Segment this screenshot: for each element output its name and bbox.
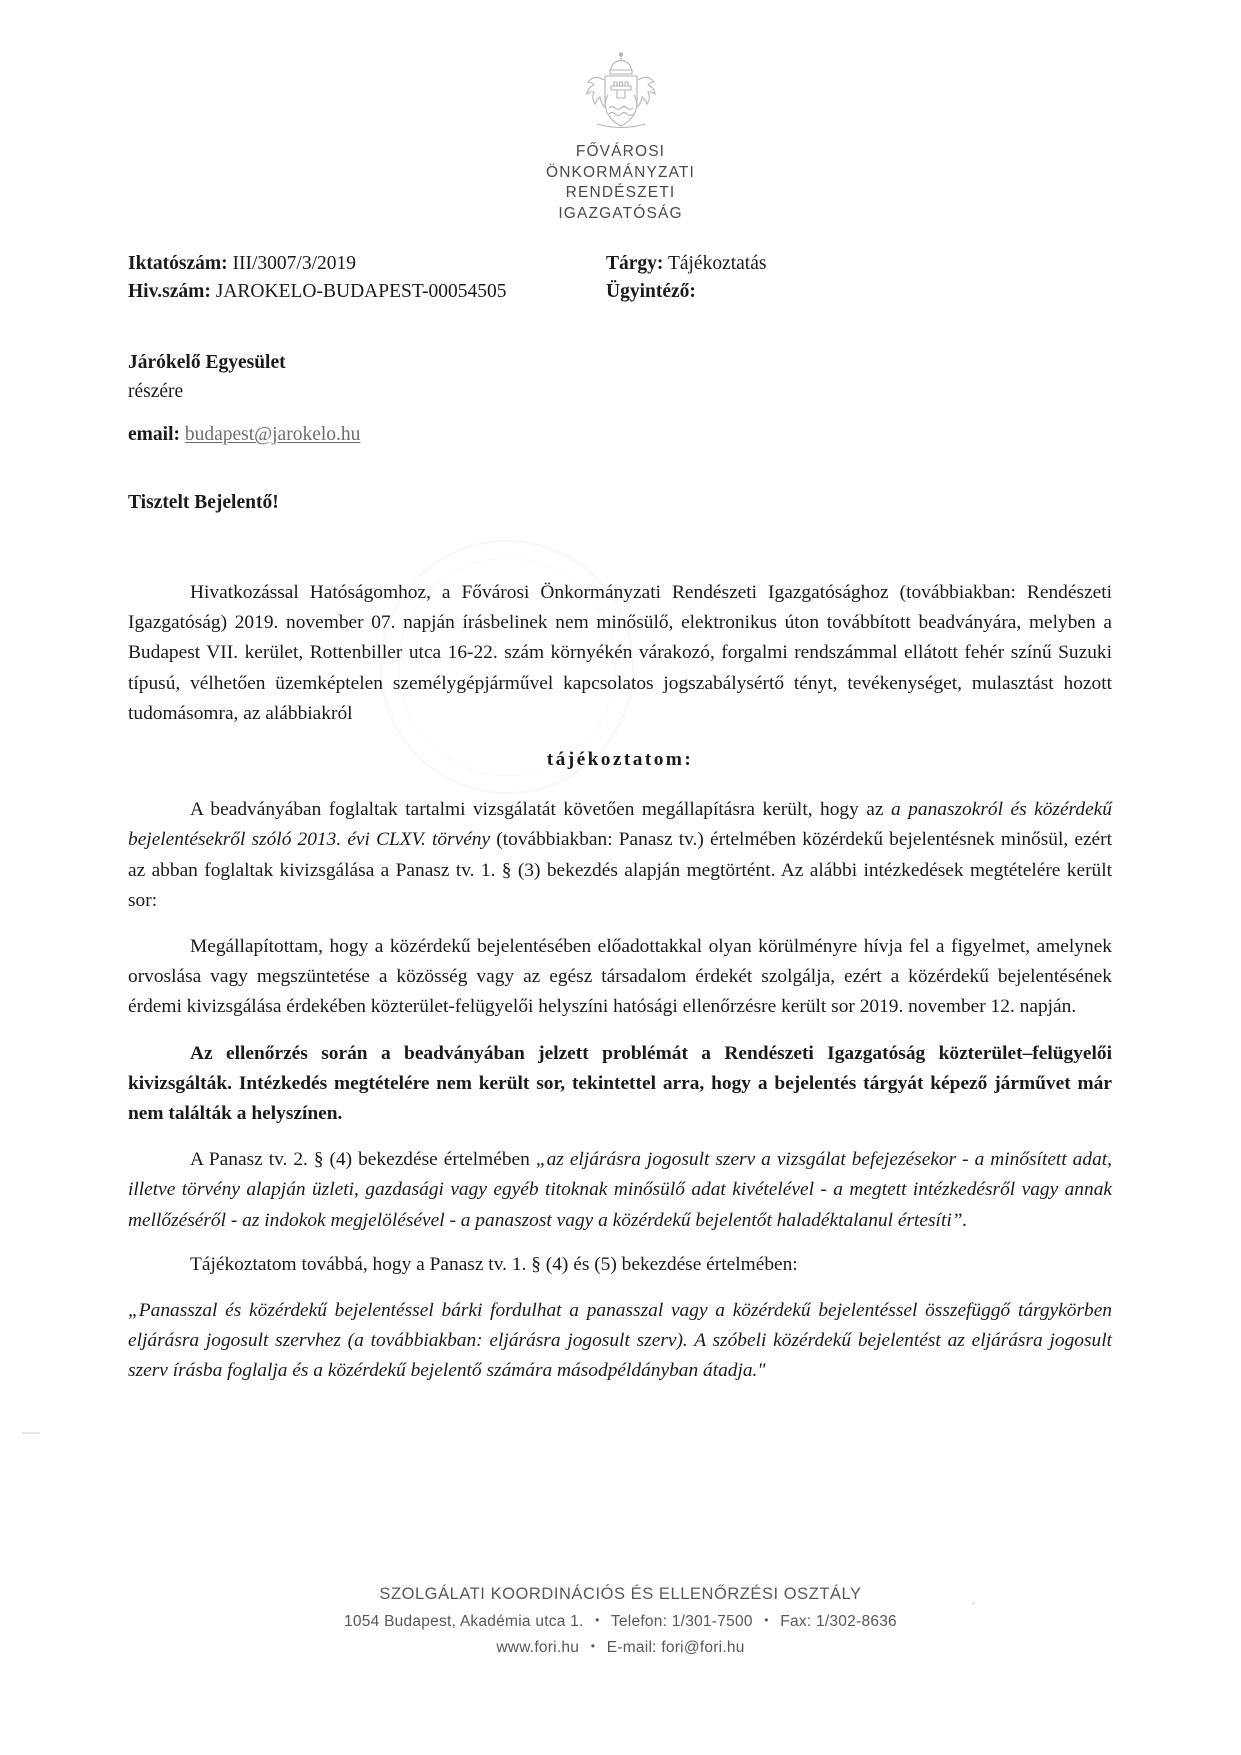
reference-row-registration — [128, 250, 1108, 278]
letter-body — [128, 578, 1112, 1403]
body-paragraph-6: Tájékoztatom továbbá, hogy a Panasz tv. 1. § (4) és (5) bekezdése értelmében: — [190, 1253, 798, 1275]
body-paragraph-5-part1: A Panasz tv. 2. § (4) bekezdése értelmében — [190, 1149, 536, 1171]
body-paragraph-2-part1: A beadványában foglaltak tartalmi vizsgálatát követően megállapításra került, hogy az — [190, 799, 891, 821]
footer-phone-value: 1/301-7500 — [671, 1613, 753, 1630]
addressee-care-of: részére — [128, 381, 184, 402]
footer-phone-label: Telefon: — [610, 1613, 668, 1630]
case-reference-value: JAROKELO-BUDAPEST-00054505 — [215, 281, 507, 302]
org-name-line-2: ÖNKORMÁNYZATI — [545, 163, 695, 181]
registration-number-value: III/3007/3/2019 — [232, 253, 357, 274]
body-paragraph-2-part2: (továbbiakban: Panasz tv.) értelmében közérdekű bejelentésnek minősül, ezért az abban foglaltak kivizsgálása a Panasz tv. 1. § (3) bekezdés alapján megtörtént. Az alábbi intézkedések megtételére került sor: — [128, 829, 1113, 911]
case-officer-label: Ügyintéző: — [606, 281, 696, 302]
addressee-organization: Járókelő Egyesület — [128, 352, 286, 373]
footer-email-label: E-mail: — [606, 1639, 657, 1656]
addressee-email-line — [128, 424, 360, 446]
footer-contact-line-1 — [0, 1608, 1241, 1634]
reference-block — [128, 250, 1108, 306]
body-paragraph-7-legal-quote: „Panasszal és közérdekű bejelentéssel bárki fordulhat a panasszal vagy a közérdekű bejelentéssel összefüggő tárgykörben eljárásra jogosult szervhez (a továbbiakban: eljárásra jogosult szerv). A szóbeli közérdekű bejelentést az eljárásra jogosult szerv írásba foglalja és a közérdekű bejelentő számára másodpéldányban átadja." — [128, 1300, 1112, 1382]
reference-row-case — [128, 278, 1108, 306]
footer-fax-label: Fax: — [780, 1613, 812, 1630]
body-heading-inform: tájékoztatom: — [546, 749, 694, 771]
body-paragraph-5 — [128, 1145, 1112, 1236]
subject-label: Tárgy: — [606, 253, 664, 274]
case-reference-label: Hiv.szám: — [128, 281, 211, 302]
footer-email-value[interactable]: fori@fori.hu — [661, 1639, 745, 1656]
registration-number-field — [128, 250, 606, 278]
salutation: Tisztelt Bejelentő! — [128, 492, 279, 513]
case-officer-field — [606, 278, 1108, 306]
footer-department: SZOLGÁLATI KOORDINÁCIÓS ÉS ELLENŐRZÉSI OSZTÁLY — [379, 1585, 862, 1603]
footer-separator-icon-2: • — [764, 1613, 769, 1627]
scan-artifact-mark — [22, 1432, 40, 1434]
body-paragraph-2-law-citation: a panaszokról és közérdekű bejelentésekről szóló 2013. évi CLXV. törvény — [128, 799, 1112, 851]
email-label: email: — [128, 424, 180, 445]
footer-separator-icon: • — [595, 1613, 600, 1627]
letterhead — [0, 52, 1241, 224]
footer-website[interactable]: www.fori.hu — [496, 1639, 580, 1656]
body-paragraph-2 — [128, 795, 1112, 916]
org-name-line-3: RENDÉSZETI — [565, 184, 676, 201]
budapest-coat-of-arms-icon — [561, 52, 681, 134]
body-paragraph-4-finding: Az ellenőrzés során a beadványában jelzett problémát a Rendészeti Igazgatóság közterület–felügyelői kivizsgálták. Intézkedés megtételére nem került sor, tekintettel arra, hogy a bejelentés tárgyát képező járművet már nem találták a helyszínen. — [128, 1042, 1112, 1125]
footer-address: 1054 Budapest, Akadémia utca 1. — [344, 1613, 584, 1630]
email-address-link[interactable]: budapest@jarokelo.hu — [184, 424, 361, 445]
subject-value: Tájékoztatás — [667, 253, 767, 274]
body-paragraph-5-law-quote: „az eljárásra jogosult szerv a vizsgálat befejezésekor - a minősített adat, illetve törvény alapján üzleti, gazdasági vagy egyéb titoknak minősülő adat kivételével - a megtett intézkedésről vagy annak mellőzéséről - az indokok megjelölésével - a panaszost vagy a közérdekű bejelentőt haladéktalanul értesíti”. — [128, 1149, 1112, 1231]
case-reference-field — [128, 278, 606, 306]
org-name-line-1: FŐVÁROSI — [575, 143, 666, 160]
footer-contact-line-2 — [0, 1634, 1241, 1660]
body-paragraph-3: Megállapítottam, hogy a közérdekű bejelentésében előadottakkal olyan körülményre hívja fel a figyelmet, amelynek orvoslása vagy megszüntetése a közösség vagy az egész társadalom érdekét szolgálja, ezért a közérdekű bejelentésének érdemi kivizsgálása érdekében közterület-felügyelői helyszíni hatósági ellenőrzésre került sor 2019. november 12. napján. — [128, 936, 1112, 1018]
footer-separator-icon-3: • — [590, 1639, 596, 1653]
footer-fax-value: 1/302-8636 — [816, 1613, 897, 1630]
org-name-line-4: IGAZGATÓSÁG — [558, 204, 683, 222]
addressee-block — [128, 348, 828, 406]
body-paragraph-1: Hivatkozással Hatóságomhoz, a Fővárosi Önkormányzati Rendészeti Igazgatósághoz (továbbiakban: Rendészeti Igazgatóság) 2019. november 07. napján írásbelinek nem minősülő, elektronikus úton továbbított beadványára, melyben a Budapest VII. kerület, Rottenbiller utca 16-22. szám környékén várakozó, forgalmi rendszámmal ellátott fehér színű Suzuki típusú, vélhetően üzemképtelen személygépjárművel kapcsolatos jogszabálysértő tényt, tevékenységet, mulasztást hozott tudomásomra, az alábbiakról — [128, 582, 1112, 724]
page-footer — [0, 1582, 1241, 1660]
subject-field — [606, 250, 1108, 278]
registration-number-label: Iktatószám: — [128, 253, 228, 274]
